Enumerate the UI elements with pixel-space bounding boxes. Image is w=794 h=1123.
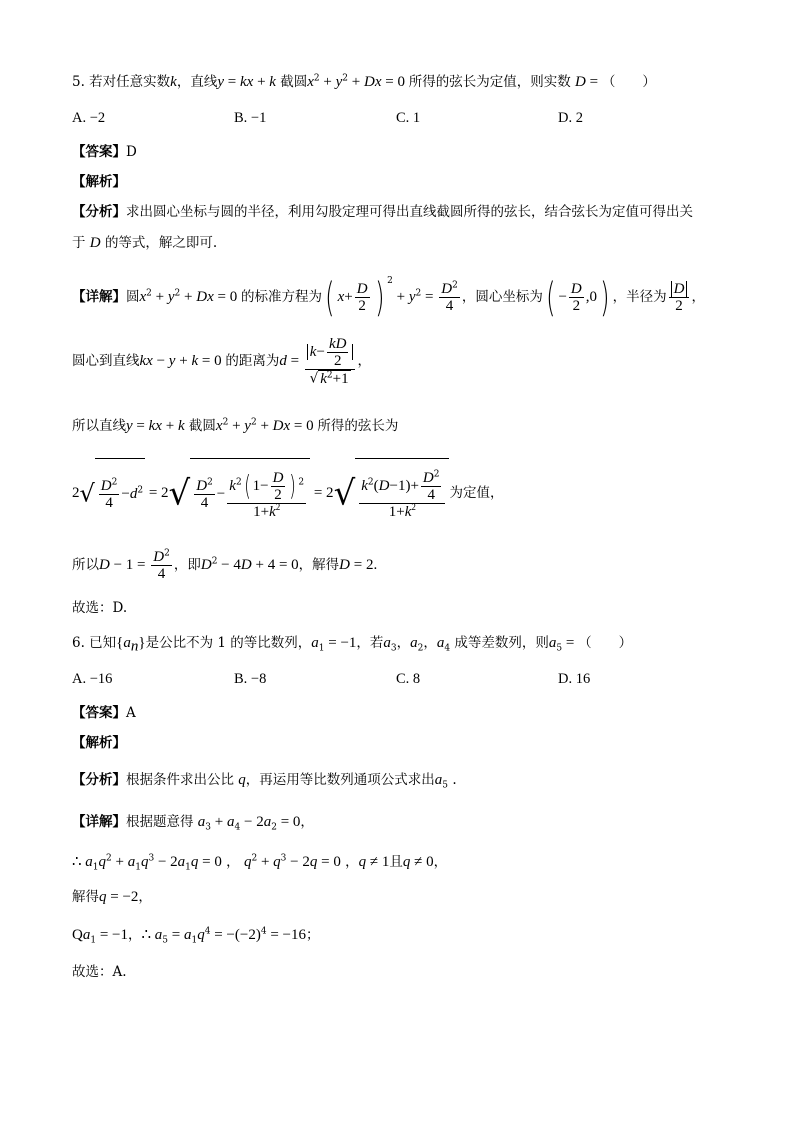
- q5-detail-2: 圆心到直线kx − y + k = 0 的距离为d = k− $\frac{kD}{2}$ √ $k^2+1$ ，: [72, 336, 371, 387]
- q6-answer: 【答案】A: [72, 705, 136, 721]
- q5-detail-1: 【详解】圆$x^2 + y^2 + Dx = 0$ 的标准方程为( x+ $\frac{D}{2}$ ) $^2 + y^2$ = $\frac{D^2}{4}$ ，圆心坐标为( − $\frac{D}{2}$ ,0) ，半径为 $\frac{D}{2}$ ，: [72, 274, 705, 321]
- q5-option-b: B. −1: [234, 110, 267, 126]
- q6-detail-2: ∴ $a_1q^2 + a_1q^3 - 2a_1q = 0$ ， $q^2 + q^3 - 2q = 0$ ，q ≠ 1且q ≠ 0，: [72, 853, 448, 873]
- q6-detail-4: $Qa_1 = -1$，∴ $a_5 = a_1q^4 = -(-2)^4 = -16$；: [72, 926, 320, 946]
- q5-detail-5: 所以D − 1 = $\frac{D^2}{4}$ ，即$D^2 - 4D + 4 = 0$，解得D = 2.: [72, 548, 378, 582]
- q5-jiexi: 【解析】: [72, 174, 126, 190]
- q5-option-a: A. −2: [72, 110, 106, 126]
- q6-option-a: A. −16: [72, 671, 113, 687]
- q5-stem: 5. 若对任意实数k，直线y = kx + k 截圆$x^2 + y^2 + Dx = 0$ 所得的弦长为定值，则实数 D = （ ）: [72, 73, 656, 90]
- q5-detail-4: 2√ $\frac{D^2}{4}$ $-d^2 = 2√$ $\frac{D^2}{4}$ − $k^2$( 1− $\frac{D}{2}$ ) $^2$ $1+k^2$ = 2√ $k^2(D-1)+$ $\frac{D^2}{4}$ $1+k^2$ 为定值，: [72, 458, 503, 528]
- q6-fenxi: 【分析】根据条件求出公比 q，再运用等比数列通项公式求出$a_5$ .: [72, 772, 457, 791]
- q5-fenxi: 【分析】求出圆心坐标与圆的半径，利用勾股定理可得出直线截圆所得的弦长，结合弦长为定值可得出关: [72, 204, 693, 220]
- q6-option-b: B. −8: [234, 671, 267, 687]
- q6-stem: 6. 已知$\{a_n\}$是公比不为 1 的等比数列，$a_1 = -1$，若$a_3$，$a_2$，$a_4$ 成等差数列，则$a_5$ = （ ）: [72, 635, 633, 655]
- q5-option-c: C. 1: [396, 110, 421, 126]
- q6-jiexi: 【解析】: [72, 735, 126, 751]
- q6-choose: 故选：A.: [72, 964, 127, 980]
- q5-detail-3: 所以直线y = kx + k 截圆$x^2 + y^2 + Dx = 0$ 所得的弦长为: [72, 417, 399, 434]
- q5-choose: 故选：D.: [72, 600, 128, 616]
- q6-detail-3: 解得q = −2，: [72, 889, 152, 905]
- q5-fenxi-cont: 于 D 的等式，解之即可.: [72, 235, 218, 251]
- q6-option-d: D. 16: [558, 671, 591, 687]
- q6-option-c: C. 8: [396, 671, 421, 687]
- q5-option-d: D. 2: [558, 110, 583, 126]
- q5-answer: 【答案】D: [72, 144, 137, 160]
- q6-detail-1: 【详解】根据题意得 $a_3 + a_4 - 2a_2 = 0$，: [72, 814, 314, 833]
